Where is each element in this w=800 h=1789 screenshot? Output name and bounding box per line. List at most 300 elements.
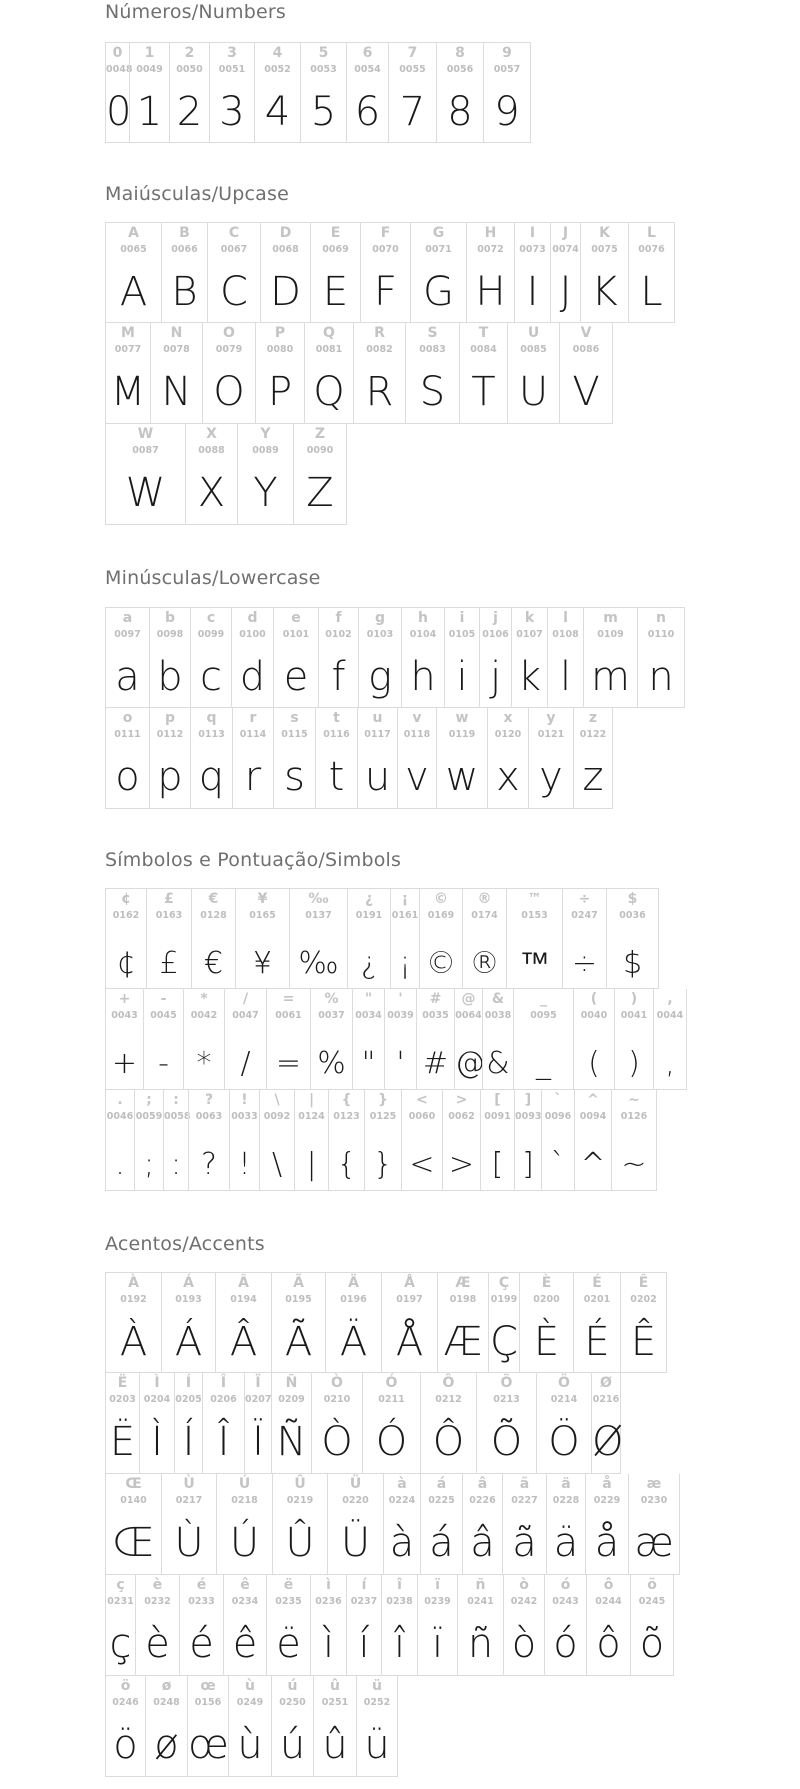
section-title: Minúsculas/Lowercase	[105, 567, 321, 589]
glyph-char-label: Â	[238, 1275, 249, 1291]
glyph-sample: ï	[431, 1621, 444, 1667]
glyph-code: 0050	[176, 64, 203, 75]
glyph-code: 0209	[278, 1394, 305, 1405]
glyph-sample: Œ	[112, 1520, 155, 1566]
glyph-cell	[459, 323, 507, 424]
glyph-code: 0068	[272, 244, 299, 255]
glyph-sample: ~	[621, 1147, 647, 1182]
glyph-cell	[436, 42, 483, 143]
glyph-char-label: x	[503, 710, 513, 726]
glyph-code: 0212	[435, 1394, 462, 1405]
glyph-char-label: Z	[314, 426, 326, 442]
glyph-cell	[480, 1090, 514, 1191]
glyph-cell	[574, 1090, 611, 1191]
glyph-sample: |	[306, 1147, 317, 1182]
glyph-cell	[146, 888, 191, 989]
glyph-code: 0235	[275, 1596, 302, 1607]
glyph-code: 0197	[396, 1294, 423, 1305]
glyph-code: 0092	[263, 1111, 291, 1122]
glyph-cell	[260, 222, 310, 323]
glyph-code: 0085	[520, 344, 547, 355]
glyph-sample: Ñ	[276, 1419, 307, 1465]
glyph-char-label: Œ	[125, 1476, 142, 1492]
glyph-code: 0210	[323, 1394, 351, 1405]
glyph-code: 0059	[135, 1111, 163, 1122]
glyph-sample: J	[559, 269, 572, 315]
glyph-code: 0110	[647, 629, 675, 640]
glyph-code: 0239	[424, 1596, 451, 1607]
glyph-sample: è	[145, 1621, 170, 1667]
glyph-char-label: Æ	[455, 1275, 471, 1291]
glyph-char-label: Y	[260, 426, 271, 442]
glyph-char-label: B	[179, 225, 190, 241]
glyph-char-label: #	[429, 991, 442, 1007]
glyph-sample: R	[365, 369, 394, 415]
glyph-char-label: l	[563, 610, 568, 626]
glyph-char-label: 2	[184, 45, 195, 61]
glyph-cell	[507, 323, 559, 424]
glyph-cell	[352, 989, 384, 1090]
glyph-code: 0231	[107, 1596, 134, 1607]
glyph-sample: u	[364, 754, 391, 800]
glyph-code: 0192	[120, 1294, 147, 1305]
glyph-cell	[637, 607, 685, 708]
glyph-char-label: Ú	[238, 1476, 251, 1492]
glyph-cell	[310, 989, 352, 1090]
glyph-code: 0153	[521, 910, 548, 921]
glyph-char-label: ì	[326, 1577, 331, 1593]
glyph-char-label: ó	[560, 1577, 571, 1593]
glyph-sample: ™	[519, 946, 550, 981]
glyph-sample: Ä	[339, 1319, 368, 1365]
glyph-sample: <	[409, 1147, 435, 1182]
glyph-cell	[273, 607, 318, 708]
glyph-char-label: k	[524, 610, 535, 626]
glyph-code: 0227	[511, 1495, 538, 1506]
glyph-char-label: 0	[112, 45, 123, 61]
glyph-code: 0108	[552, 629, 579, 640]
glyph-code: 0214	[550, 1394, 578, 1405]
glyph-code: 0162	[112, 910, 140, 921]
glyph-code: 0119	[448, 729, 476, 740]
glyph-cell	[502, 1474, 546, 1575]
glyph-char-label: Õ	[500, 1375, 513, 1391]
glyph-sample: 6	[354, 89, 381, 135]
glyph-code: 0065	[120, 244, 147, 255]
glyph-code: 0070	[372, 244, 399, 255]
glyph-code: 0071	[425, 244, 452, 255]
glyph-char-label: Ô	[442, 1375, 455, 1391]
glyph-code: 0161	[391, 910, 419, 921]
glyph-cell	[105, 42, 133, 143]
glyph-sample: À	[119, 1319, 148, 1365]
glyph-sample: l	[559, 654, 572, 700]
glyph-code: 0237	[350, 1596, 378, 1607]
glyph-code: 0206	[210, 1394, 237, 1405]
glyph-sample: Í	[182, 1419, 195, 1465]
glyph-cell	[169, 42, 209, 143]
glyph-sample: n	[648, 654, 674, 700]
glyph-code: 0252	[363, 1697, 391, 1708]
glyph-code: 0067	[220, 244, 248, 255]
glyph-cell	[231, 607, 273, 708]
glyph-sample: É	[584, 1319, 610, 1365]
glyph-cell	[362, 1373, 420, 1474]
glyph-cell	[454, 989, 485, 1090]
glyph-sample: Ç	[490, 1319, 518, 1365]
glyph-char-label: +	[118, 991, 131, 1007]
glyph-sample: @	[455, 1046, 485, 1081]
glyph-cell	[149, 607, 190, 708]
glyph-cell	[105, 1676, 145, 1777]
glyph-char-label: Î	[220, 1375, 227, 1391]
glyph-code: 0128	[200, 910, 227, 921]
glyph-char-label: U	[527, 325, 540, 341]
glyph-code: 0103	[366, 629, 394, 640]
glyph-sample: ©	[426, 946, 456, 981]
glyph-code: 0086	[572, 344, 600, 355]
glyph-cell	[202, 1373, 244, 1474]
glyph-cell	[223, 1575, 266, 1676]
glyph-char-label: &	[491, 991, 505, 1007]
glyph-cell	[105, 323, 150, 424]
glyph-cell	[135, 1575, 179, 1676]
glyph-code: 0230	[640, 1495, 668, 1506]
glyph-code: 0045	[150, 1010, 177, 1021]
glyph-cell	[145, 1676, 187, 1777]
glyph-sample: ò	[511, 1621, 537, 1667]
glyph-sample: (	[588, 1046, 600, 1081]
glyph-cell	[381, 1272, 437, 1373]
glyph-sample: ú	[279, 1722, 306, 1768]
glyph-cell	[580, 222, 628, 323]
glyph-char-label: ò	[519, 1577, 529, 1593]
glyph-code: 0199	[490, 1294, 518, 1305]
glyph-code: 0064	[455, 1010, 482, 1021]
glyph-code: 0116	[323, 729, 350, 740]
glyph-sample: >	[448, 1147, 475, 1182]
glyph-sample: \	[271, 1147, 283, 1182]
glyph-char-label: ï	[435, 1577, 440, 1593]
glyph-code: 0069	[322, 244, 349, 255]
glyph-char-label: Ó	[385, 1375, 398, 1391]
glyph-char-label: Ì	[154, 1375, 160, 1391]
glyph-grid	[105, 888, 687, 1191]
glyph-code: 0241	[467, 1596, 494, 1607]
glyph-cell	[384, 989, 416, 1090]
glyph-char-label: ¥	[257, 891, 268, 907]
glyph-code: 0040	[580, 1010, 608, 1021]
glyph-cell	[585, 1474, 628, 1575]
glyph-code: 0041	[620, 1010, 648, 1021]
glyph-sample: ê	[232, 1621, 258, 1667]
glyph-code: 0048	[106, 64, 133, 75]
glyph-sample: 4	[264, 89, 291, 135]
glyph-sample: ®	[469, 946, 500, 981]
glyph-sample: &	[486, 1046, 510, 1081]
glyph-sample: f	[331, 654, 346, 700]
glyph-code: 0226	[469, 1495, 496, 1506]
glyph-cell	[190, 708, 232, 809]
glyph-code: 0034	[355, 1010, 382, 1021]
glyph-code: 0169	[427, 910, 455, 921]
glyph-code: 0080	[266, 344, 294, 355]
glyph-sample: å	[594, 1520, 620, 1566]
glyph-cell	[105, 424, 185, 525]
glyph-sample: Î	[217, 1419, 230, 1465]
glyph-char-label: ÷	[578, 891, 591, 907]
glyph-cell	[271, 1272, 325, 1373]
glyph-sample: â	[470, 1520, 495, 1566]
glyph-sample: ‰	[298, 946, 339, 981]
glyph-char-label: a	[122, 610, 133, 626]
glyph-sample: G	[423, 269, 454, 315]
glyph-sample: ä	[553, 1520, 579, 1566]
glyph-sample: x	[496, 754, 520, 800]
glyph-char-label: |	[308, 1092, 315, 1108]
glyph-sample: Ï	[252, 1419, 264, 1465]
glyph-cell	[444, 607, 479, 708]
glyph-char-label: Í	[185, 1375, 192, 1391]
glyph-cell	[358, 607, 401, 708]
glyph-code: 0033	[231, 1111, 258, 1122]
glyph-row	[105, 607, 685, 708]
glyph-cell	[300, 42, 346, 143]
glyph-cell	[356, 1676, 398, 1777]
glyph-cell	[416, 989, 454, 1090]
glyph-sample: m	[591, 654, 630, 700]
glyph-char-label: u	[372, 710, 383, 726]
glyph-cell	[191, 888, 235, 989]
glyph-char-label: À	[128, 1275, 139, 1291]
glyph-code: 0191	[355, 910, 383, 921]
glyph-code: 0093	[515, 1111, 542, 1122]
glyph-sample: ]	[522, 1147, 534, 1182]
glyph-char-label: }	[378, 1092, 388, 1108]
glyph-code: 0216	[592, 1394, 620, 1405]
glyph-cell	[462, 888, 506, 989]
glyph-sample: j	[489, 654, 502, 700]
section-3	[105, 848, 684, 1182]
glyph-code: 0234	[231, 1596, 259, 1607]
glyph-char-label: )	[630, 991, 638, 1007]
glyph-cell	[437, 1272, 488, 1373]
glyph-row	[105, 708, 685, 809]
glyph-char-label: Ò	[331, 1375, 343, 1391]
glyph-char-label: N	[170, 325, 183, 341]
glyph-char-label: œ	[200, 1678, 216, 1694]
glyph-char-label: z	[588, 710, 598, 726]
glyph-cell	[383, 1474, 420, 1575]
glyph-code: 0242	[510, 1596, 538, 1607]
glyph-code: 0198	[449, 1294, 477, 1305]
glyph-char-label: Û	[294, 1476, 306, 1492]
glyph-code: 0244	[595, 1596, 622, 1607]
glyph-code: 0125	[369, 1111, 397, 1122]
glyph-code: 0194	[230, 1294, 257, 1305]
glyph-sample: é	[189, 1621, 214, 1667]
glyph-code: 0035	[422, 1010, 449, 1021]
glyph-code: 0077	[114, 344, 142, 355]
glyph-char-label: {	[341, 1092, 352, 1108]
glyph-cell	[419, 888, 462, 989]
glyph-sample: F	[373, 269, 397, 315]
glyph-sample: c	[200, 654, 222, 700]
glyph-sample: 3	[219, 89, 245, 135]
glyph-code: 0243	[552, 1596, 579, 1607]
glyph-cell	[190, 607, 231, 708]
glyph-cell	[586, 1575, 630, 1676]
glyph-code: 0123	[333, 1111, 360, 1122]
glyph-sample: Ò	[321, 1419, 353, 1465]
glyph-code: 0095	[530, 1010, 557, 1021]
glyph-char-label: t	[333, 710, 340, 726]
glyph-char-label: g	[374, 610, 386, 626]
glyph-cell	[271, 1373, 311, 1474]
glyph-char-label: €	[208, 891, 219, 907]
glyph-sample: p	[157, 754, 183, 800]
glyph-char-label: è	[152, 1577, 163, 1593]
glyph-cell	[410, 222, 466, 323]
glyph-char-label: m	[603, 610, 618, 626]
glyph-code: 0250	[279, 1697, 306, 1708]
glyph-cell	[347, 888, 390, 989]
glyph-sample: Z	[306, 470, 334, 516]
glyph-code: 0106	[482, 629, 509, 640]
glyph-code: 0043	[111, 1010, 138, 1021]
glyph-sample: Ú	[229, 1520, 260, 1566]
glyph-code: 0055	[399, 64, 426, 75]
glyph-char-label: P	[274, 325, 286, 341]
glyph-cell	[611, 1090, 657, 1191]
glyph-code: 0236	[315, 1596, 342, 1607]
glyph-sample: €	[203, 946, 224, 981]
glyph-char-label: á	[436, 1476, 447, 1492]
glyph-code: 0113	[198, 729, 225, 740]
glyph-code: 0062	[448, 1111, 475, 1122]
glyph-code: 0076	[638, 244, 665, 255]
glyph-code: 0233	[188, 1596, 215, 1607]
glyph-sample: £	[159, 946, 179, 981]
glyph-cell	[544, 1575, 586, 1676]
glyph-sample: W	[125, 470, 166, 516]
glyph-code: 0036	[619, 910, 646, 921]
glyph-char-label: T	[478, 325, 489, 341]
glyph-sample: "	[361, 1046, 376, 1081]
glyph-cell	[397, 708, 436, 809]
glyph-cell	[163, 1090, 191, 1191]
glyph-code: 0039	[387, 1010, 414, 1021]
glyph-code: 0220	[342, 1495, 369, 1506]
glyph-cell	[550, 222, 580, 323]
glyph-cell	[105, 222, 161, 323]
glyph-code: 0047	[232, 1010, 259, 1021]
glyph-cell	[235, 888, 289, 989]
glyph-cell	[528, 708, 573, 809]
glyph-code: 0117	[364, 729, 391, 740]
glyph-char-label: æ	[646, 1476, 662, 1492]
glyph-char-label: !	[241, 1092, 248, 1108]
glyph-sample: ö	[113, 1722, 138, 1768]
glyph-sample: õ	[639, 1621, 665, 1667]
glyph-sample: $	[622, 946, 643, 981]
glyph-cell	[202, 323, 255, 424]
glyph-code: 0057	[493, 64, 521, 75]
glyph-cell	[628, 1474, 680, 1575]
glyph-code: 0201	[583, 1294, 611, 1305]
glyph-char-label: Á	[183, 1275, 194, 1291]
glyph-code: 0196	[340, 1294, 367, 1305]
glyph-sample: #	[422, 1046, 449, 1081]
glyph-sample: .	[115, 1147, 125, 1182]
glyph-code: 0207	[245, 1394, 272, 1405]
glyph-sample: ô	[596, 1621, 621, 1667]
glyph-cell	[134, 1090, 163, 1191]
glyph-code: 0073	[519, 244, 546, 255]
glyph-sample: !	[238, 1147, 251, 1182]
glyph-cell	[519, 1272, 573, 1373]
glyph-cell	[105, 1090, 134, 1191]
glyph-cell	[573, 989, 614, 1090]
glyph-sample: 5	[310, 89, 337, 135]
glyph-sample: ¥	[252, 946, 273, 981]
glyph-cell	[364, 1090, 401, 1191]
glyph-char-label: È	[541, 1275, 552, 1291]
glyph-sample: h	[410, 654, 436, 700]
glyph-sample: Ù	[174, 1520, 204, 1566]
glyph-cell	[244, 1373, 271, 1474]
glyph-sample: a	[115, 654, 140, 700]
glyph-sample: A	[119, 269, 148, 315]
glyph-char-label: ^	[587, 1092, 599, 1108]
glyph-cell	[266, 989, 310, 1090]
glyph-char-label: î	[397, 1577, 402, 1593]
glyph-cell	[479, 607, 511, 708]
glyph-code: 0251	[321, 1697, 349, 1708]
glyph-cell	[436, 708, 487, 809]
glyph-code: 0112	[156, 729, 184, 740]
glyph-row	[105, 1373, 680, 1474]
glyph-sample: O	[213, 369, 245, 415]
glyph-char-label: ç	[116, 1577, 125, 1593]
glyph-char-label: 8	[455, 45, 465, 61]
glyph-sample: Ê	[630, 1319, 657, 1365]
glyph-sample: %	[317, 1046, 346, 1081]
glyph-code: 0082	[366, 344, 393, 355]
glyph-char-label: H	[484, 225, 497, 241]
glyph-char-label: ñ	[475, 1577, 486, 1593]
glyph-sample: æ	[634, 1520, 674, 1566]
glyph-char-label: ë	[283, 1577, 294, 1593]
glyph-cell	[224, 989, 266, 1090]
glyph-char-label: ä	[561, 1476, 571, 1492]
glyph-row	[105, 1575, 680, 1676]
glyph-char-label: ~	[628, 1092, 640, 1108]
glyph-sample: ø	[154, 1722, 179, 1768]
glyph-char-label: J	[562, 225, 569, 241]
glyph-code: 0061	[275, 1010, 302, 1021]
glyph-cell	[420, 1474, 462, 1575]
glyph-char-label: C	[228, 225, 240, 241]
glyph-code: 0075	[591, 244, 618, 255]
glyph-code: 0081	[315, 344, 343, 355]
glyph-sample: Â	[229, 1319, 258, 1365]
glyph-cell	[514, 1090, 541, 1191]
section-2	[105, 566, 675, 800]
glyph-char-label: ã	[519, 1476, 530, 1492]
glyph-code: 0203	[109, 1394, 136, 1405]
glyph-cell	[628, 222, 675, 323]
